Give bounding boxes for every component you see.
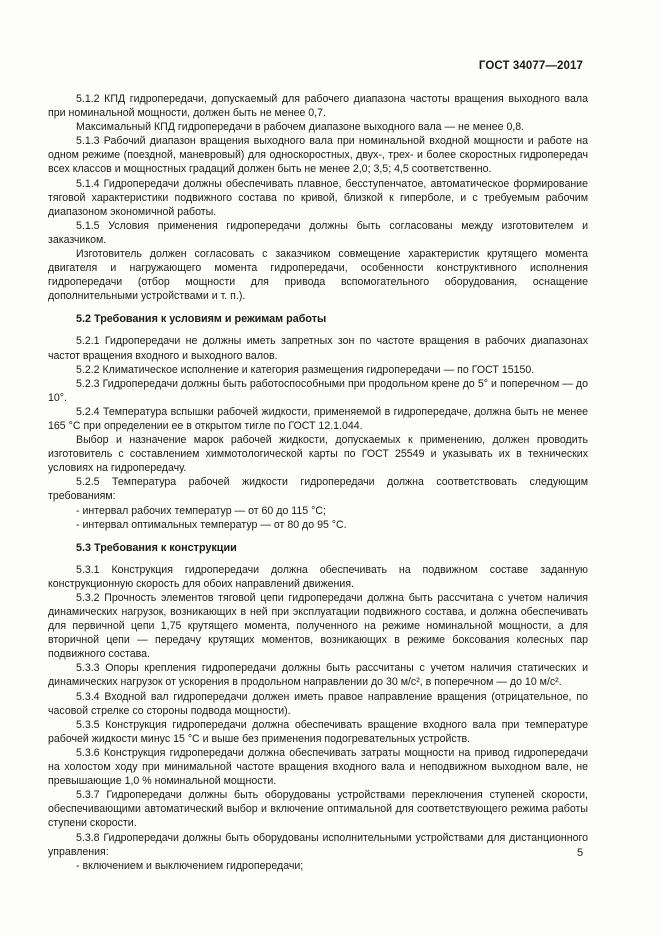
paragraph: 5.2.4 Температура вспышки рабочей жидкости, применяемой в гидропередаче, должна быть не менее 165 °С при определении ее в открытом тигле по ГОСТ 12.1.044.: [48, 405, 588, 432]
paragraph: 5.2.1 Гидропередачи не должны иметь запретных зон по частоте вращения в рабочих диапазонах частот вращения входного и выходного валов.: [48, 335, 588, 362]
paragraph: 5.3.2 Прочность элементов тяговой цепи гидропередачи должна быть рассчитана с учетом наличия динамических нагрузок, возникающих в ней при эксплуатации подвижного состава, и должна обеспечивать для первичной цепи 1,75 крутящего момента, полученного на режиме номинальной мощности, а для вторичной цепи — передачу крутящих моментов, возникающих в режиме боксования колесных пар подвижного состава.: [48, 591, 588, 661]
list-item: - интервал оптимальных температур — от 80 до 95 °С.: [76, 518, 347, 531]
paragraph: 5.1.5 Условия применения гидропередачи должны быть согласованы между изготовителем и заказчиком.: [48, 219, 588, 246]
section-heading-5-2: 5.2 Требования к условиям и режимам работы: [76, 313, 327, 326]
standard-code-header: ГОСТ 34077—2017: [478, 60, 583, 72]
paragraph: Максимальный КПД гидропередачи в рабочем диапазоне выходного вала — не менее 0,8.: [76, 121, 525, 134]
section-heading-5-3: 5.3 Требования к конструкции: [76, 541, 237, 554]
paragraph: 5.3.1 Конструкция гидропередачи должна обеспечивать на подвижном составе заданную конструкционную скорость для обоих направлений движения.: [48, 563, 588, 590]
paragraph: 5.3.4 Входной вал гидропередачи должен иметь правое направление вращения (отрицательное, по часовой стрелке со стороны подвода мощности).: [48, 690, 588, 717]
paragraph: 5.1.3 Рабочий диапазон вращения выходного вала при номинальной входной мощности и работе на одном режиме (поездной, маневровый) для односкоростных, двух-, трех- и более скоростных гидропередач всех классов и мощностных градаций должен быть не менее 2,0; 3,5; 4,5 соответственно.: [48, 135, 588, 176]
paragraph: 5.2.3 Гидропередачи должны быть работоспособными при продольном крене до 5° и поперечном — до 10°.: [48, 377, 588, 404]
paragraph: 5.3.3 Опоры крепления гидропередачи должны быть рассчитаны с учетом наличия статических и динамических нагрузок от ускорения в продольном направлении до 30 м/с², в поперечном — до 10 м/с².: [48, 662, 588, 689]
list-item: - включением и выключением гидропередачи;: [76, 859, 304, 872]
paragraph: 5.3.7 Гидропередачи должны быть оборудованы устройствами переключения ступеней скорости, обеспечивающими автоматический выбор и включение оптимальной для соответствующего режима работы ступени скорости.: [48, 789, 588, 830]
page-content: [48, 92, 588, 873]
paragraph: 5.2.5 Температура рабочей жидкости гидропередачи должна соответствовать следующим требованиям:: [48, 476, 588, 503]
paragraph: 5.2.2 Климатическое исполнение и категория размещения гидропередачи — по ГОСТ 15150.: [76, 363, 535, 376]
page-number: 5: [577, 847, 584, 859]
paragraph: 5.1.4 Гидропередачи должны обеспечивать плавное, бесступенчатое, автоматическое формирование тяговой характеристики подвижного состава по кривой, близкой к гиперболе, и с требуемым рабочим диапазоном экономичной работы.: [48, 177, 588, 218]
list-item: - интервал рабочих температур — от 60 до 115 °С;: [76, 504, 326, 517]
paragraph: 5.1.2 КПД гидропередачи, допускаемый для рабочего диапазона частоты вращения выходного вала при номинальной мощности, должен быть не менее 0,7.: [48, 93, 588, 120]
paragraph: 5.3.6 Конструкция гидропередачи должна обеспечивать затраты мощности на привод гидропередачи на холостом ходу при минимальной частоте вращения входного вала и неподвижном выходном вале, не превышающие 1,0 % номинальной мощности.: [48, 746, 588, 788]
paragraph: 5.3.8 Гидропередачи должны быть оборудованы исполнительными устройствами для дистанционного управления:: [48, 831, 588, 858]
paragraph: Изготовитель должен согласовать с заказчиком совмещение характеристик крутящего момента двигателя и нагружающего момента гидропередачи, особенности конструктивного исполнения гидропередачи (отбор мощности для привода вспомогательного оборудования, оснащение дополнительными устройствами и т. п.).: [48, 248, 588, 303]
paragraph: Выбор и назначение марок рабочей жидкости, допускаемых к применению, должен проводить изготовитель с составлением химмотологической карты по ГОСТ 25549 и указывать их в технических условиях на гидропередачу.: [48, 434, 588, 475]
paragraph: 5.3.5 Конструкция гидропередачи должна обеспечивать вращение входного вала при температуре рабочей жидкости минус 15 °С и выше без применения подогревательных устройств.: [48, 718, 588, 745]
